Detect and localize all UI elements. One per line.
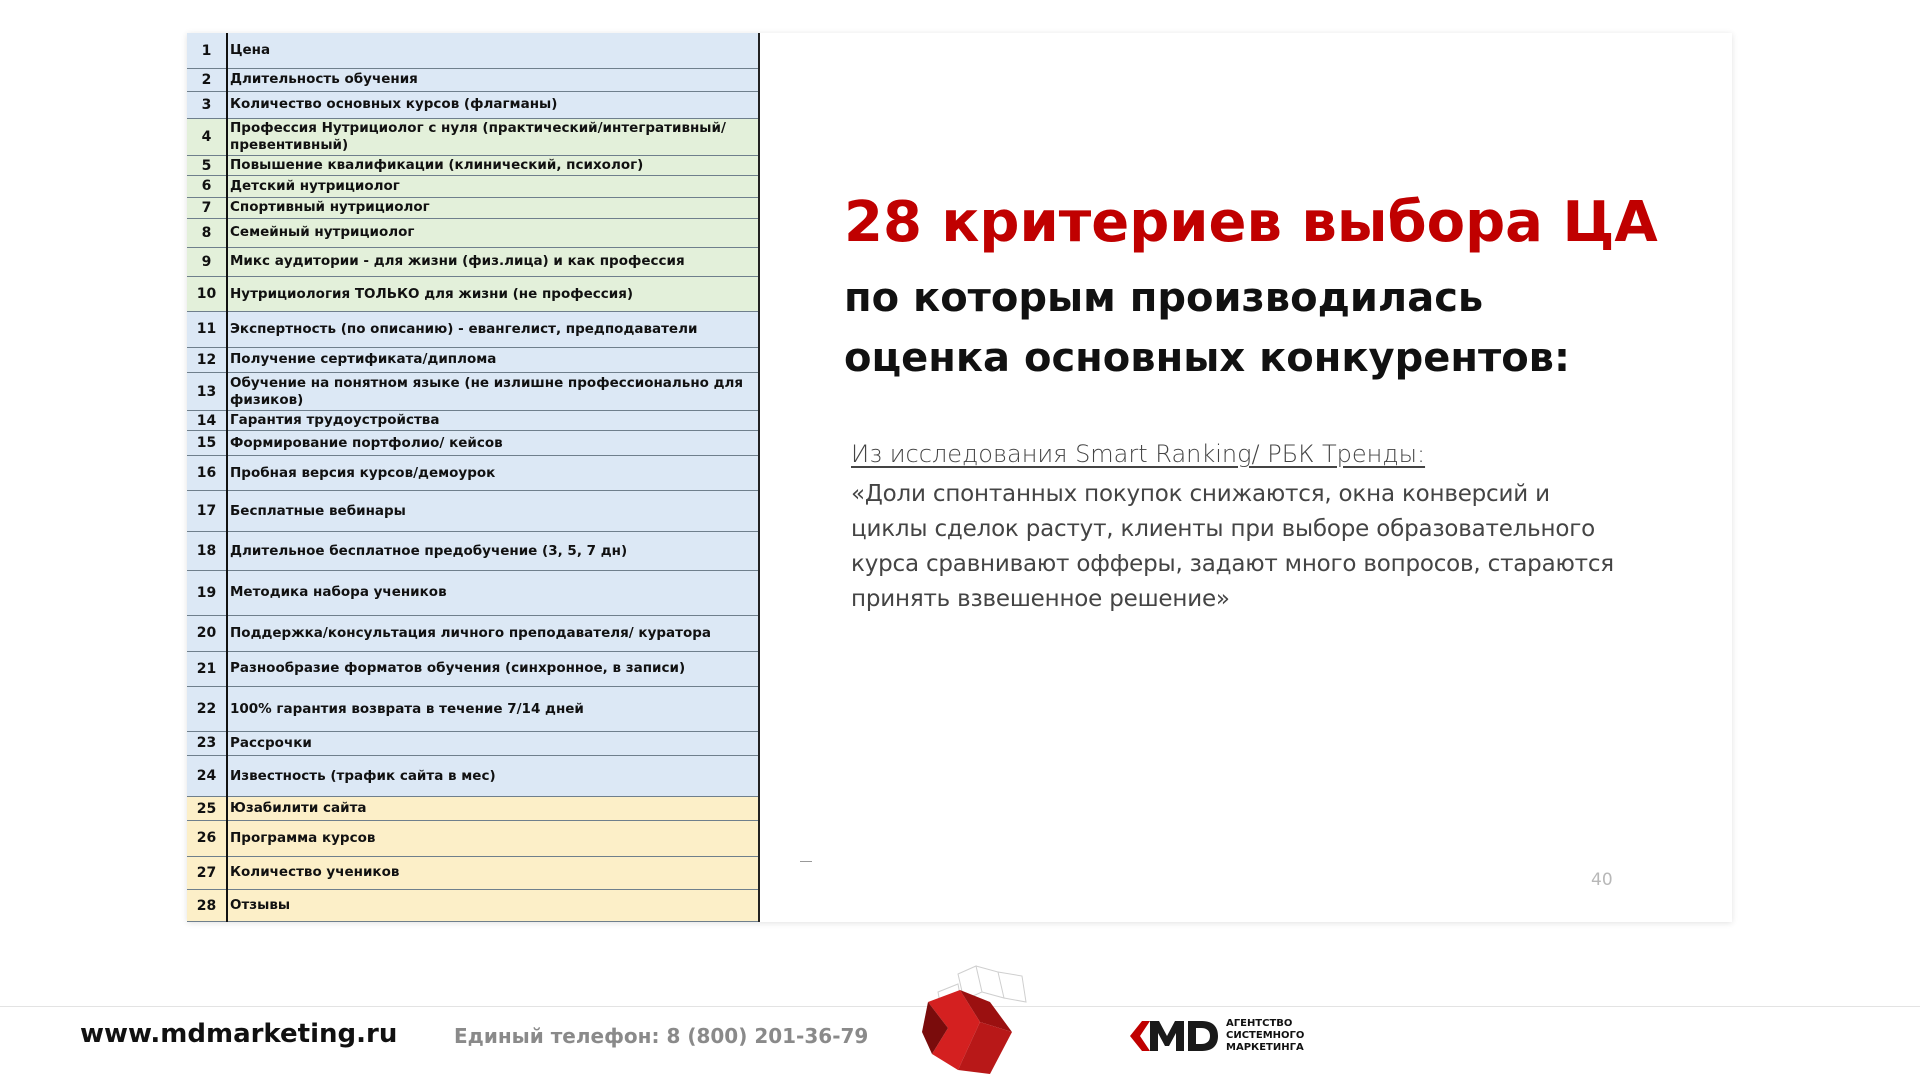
logo-caption-line: СИСТЕМНОГО (1226, 1030, 1305, 1041)
criteria-label: Спортивный нутрициолог (227, 197, 759, 218)
criteria-number: 24 (187, 755, 227, 797)
criteria-label: Профессия Нутрициолог с нуля (практический/интегративный/превентивный) (227, 119, 759, 156)
criteria-number: 2 (187, 69, 227, 91)
criteria-number: 11 (187, 311, 227, 347)
criteria-label: Цена (227, 33, 759, 69)
criteria-label: Получение сертификата/диплома (227, 347, 759, 373)
criteria-label: Методика набора учеников (227, 570, 759, 615)
criteria-label: Количество учеников (227, 856, 759, 890)
criteria-number: 18 (187, 532, 227, 571)
criteria-row (187, 176, 759, 197)
criteria-label: Бесплатные вебинары (227, 491, 759, 532)
criteria-row (187, 91, 759, 119)
criteria-label: Длительное бесплатное предобучение (3, 5, 7 дн) (227, 532, 759, 571)
criteria-number: 27 (187, 856, 227, 890)
criteria-row (187, 197, 759, 218)
criteria-row (187, 732, 759, 755)
phone-number: Единый телефон: 8 (800) 201-36-79 (454, 1024, 869, 1048)
criteria-row (187, 570, 759, 615)
criteria-number: 13 (187, 373, 227, 411)
criteria-label: Количество основных курсов (флагманы) (227, 91, 759, 119)
criteria-number: 20 (187, 615, 227, 651)
criteria-label: Поддержка/консультация личного преподавателя/ куратора (227, 615, 759, 651)
criteria-number: 22 (187, 687, 227, 732)
logo-caption-line: АГЕНТСТВО (1226, 1018, 1293, 1029)
criteria-label: Повышение квалификации (клинический, психолог) (227, 155, 759, 175)
criteria-number: 8 (187, 219, 227, 248)
criteria-row (187, 69, 759, 91)
agency-logo[interactable] (1126, 1015, 1304, 1057)
criteria-label: Экспертность (по описанию) - евангелист, предподаватели (227, 311, 759, 347)
criteria-number: 10 (187, 277, 227, 312)
criteria-label: Семейный нутрициолог (227, 219, 759, 248)
site-link[interactable]: www.mdmarketing.ru (80, 1019, 398, 1049)
criteria-label: Программа курсов (227, 820, 759, 856)
criteria-row (187, 277, 759, 312)
criteria-row (187, 373, 759, 411)
criteria-row (187, 651, 759, 687)
criteria-number: 19 (187, 570, 227, 615)
slide-subline-1: по которым производилась (844, 275, 1484, 321)
criteria-table (187, 33, 760, 922)
criteria-number: 21 (187, 651, 227, 687)
criteria-label: Длительность обучения (227, 69, 759, 91)
criteria-number: 28 (187, 890, 227, 922)
slide (187, 33, 1732, 922)
slide-subline-2: оценка основных конкурентов: (844, 335, 1570, 381)
criteria-number: 9 (187, 247, 227, 277)
criteria-row (187, 347, 759, 373)
criteria-number: 26 (187, 820, 227, 856)
criteria-row (187, 431, 759, 455)
criteria-label: Известность (трафик сайта в мес) (227, 755, 759, 797)
criteria-row (187, 119, 759, 156)
criteria-number: 17 (187, 491, 227, 532)
criteria-label: Обучение на понятном языке (не излишне профессионально для физиков) (227, 373, 759, 411)
criteria-number: 4 (187, 119, 227, 156)
criteria-number: 5 (187, 155, 227, 175)
criteria-row (187, 247, 759, 277)
criteria-label: Детский нутрициолог (227, 176, 759, 197)
criteria-number: 25 (187, 797, 227, 820)
md-logo-icon (1126, 1015, 1220, 1057)
criteria-number: 3 (187, 91, 227, 119)
criteria-label: Гарантия трудоустройства (227, 410, 759, 430)
criteria-row (187, 33, 759, 69)
criteria-label: 100% гарантия возврата в течение 7/14 дней (227, 687, 759, 732)
slide-headline: 28 критериев выбора ЦА (844, 190, 1658, 255)
criteria-row (187, 219, 759, 248)
criteria-label: Формирование портфолио/ кейсов (227, 431, 759, 455)
criteria-row (187, 797, 759, 820)
criteria-row (187, 755, 759, 797)
criteria-number: 14 (187, 410, 227, 430)
criteria-row (187, 410, 759, 430)
criteria-label: Микс аудитории - для жизни (физ.лица) и как профессия (227, 247, 759, 277)
criteria-number: 15 (187, 431, 227, 455)
criteria-number: 7 (187, 197, 227, 218)
criteria-row (187, 687, 759, 732)
research-quote: «Доли спонтанных покупок снижаются, окна конверсий и циклы сделок растут, клиенты при выборе образовательного курса сравнивают офферы, задают много вопросов, стараются принять взвешенное решение» (851, 481, 1614, 612)
criteria-label: Юзабилити сайта (227, 797, 759, 820)
criteria-number: 1 (187, 33, 227, 69)
logo-caption (1226, 1018, 1304, 1054)
criteria-label: Отзывы (227, 890, 759, 922)
page-number: 40 (1591, 870, 1613, 890)
criteria-label: Нутрициология ТОЛЬКО для жизни (не профессия) (227, 277, 759, 312)
criteria-label: Рассрочки (227, 732, 759, 755)
criteria-number: 12 (187, 347, 227, 373)
criteria-row (187, 491, 759, 532)
criteria-row (187, 820, 759, 856)
criteria-row (187, 455, 759, 491)
criteria-row (187, 311, 759, 347)
criteria-label: Разнообразие форматов обучения (синхронное, в записи) (227, 651, 759, 687)
criteria-number: 6 (187, 176, 227, 197)
criteria-row (187, 155, 759, 175)
criteria-number: 16 (187, 455, 227, 491)
research-source: Из исследования Smart Ranking/ РБК Тренды: (851, 440, 1426, 468)
criteria-row (187, 532, 759, 571)
criteria-number: 23 (187, 732, 227, 755)
brand-graphic-icon (918, 962, 1030, 1080)
logo-caption-line: МАРКЕТИНГА (1226, 1042, 1304, 1053)
criteria-row (187, 856, 759, 890)
criteria-label: Пробная версия курсов/демоурок (227, 455, 759, 491)
criteria-row (187, 615, 759, 651)
slide-dash (800, 861, 812, 862)
criteria-row (187, 890, 759, 922)
